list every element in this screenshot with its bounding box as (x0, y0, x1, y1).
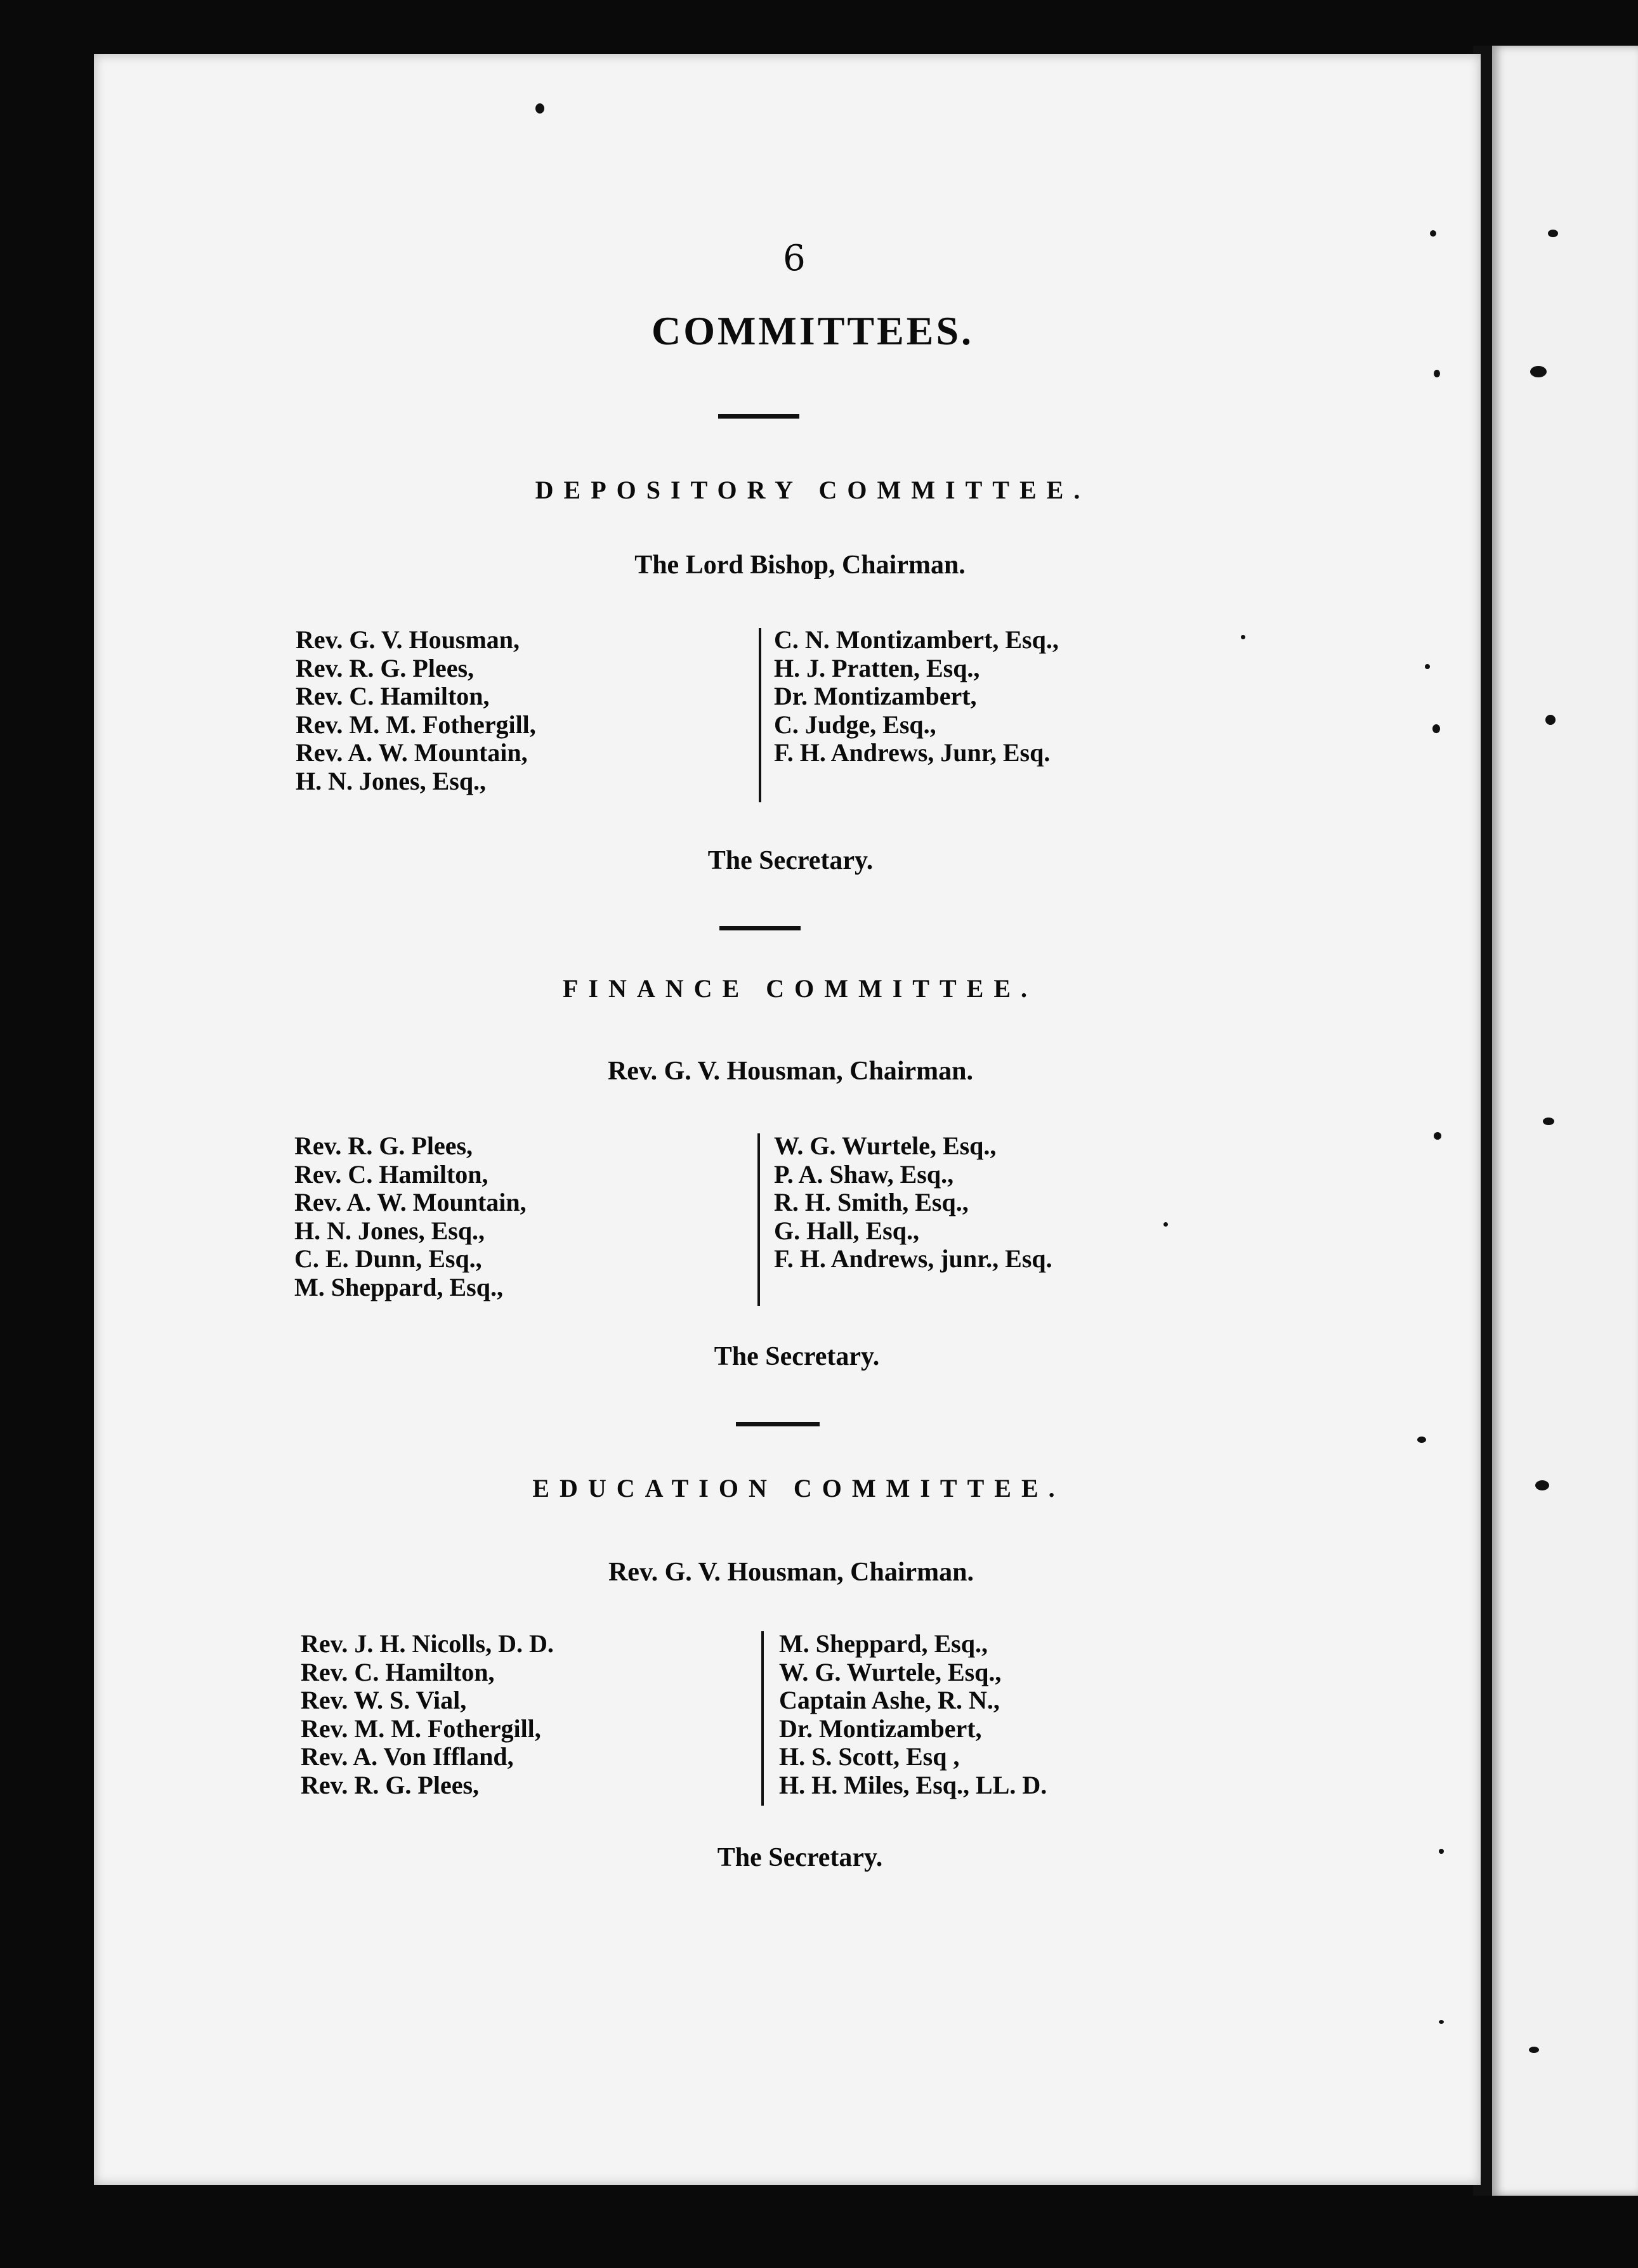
member-name: R. H. Smith, Esq., (774, 1188, 969, 1216)
member-name: H. N. Jones, Esq., (294, 1216, 485, 1245)
member-name: Rev. C. Hamilton, (301, 1657, 495, 1686)
depository-members-right (774, 626, 1059, 767)
member-name: C. Judge, Esq., (774, 710, 936, 739)
finance-committee-chair: Rev. G. V. Housman, Chairman. (607, 1057, 974, 1086)
education-secretary: The Secretary. (717, 1843, 883, 1872)
education-members-right (779, 1630, 1047, 1799)
member-name: Rev. A. W. Mountain, (296, 738, 528, 767)
member-name: C. N. Montizambert, Esq., (774, 625, 1059, 654)
title-rule (718, 414, 799, 419)
member-name: Dr. Montizambert, (779, 1714, 982, 1743)
member-name: Rev. A. Von Iffland, (301, 1742, 514, 1771)
column-divider (761, 1631, 764, 1806)
finance-members-right (774, 1132, 1052, 1274)
member-name: F. H. Andrews, junr., Esq. (774, 1244, 1052, 1273)
member-name: M. Sheppard, Esq., (779, 1629, 988, 1658)
member-name: Rev. A. W. Mountain, (294, 1188, 527, 1216)
member-name: Rev. G. V. Housman, (296, 625, 520, 654)
member-name: H. S. Scott, Esq , (779, 1742, 960, 1771)
member-name: Dr. Montizambert, (774, 682, 977, 710)
member-name: H. N. Jones, Esq., (296, 766, 487, 795)
document-page (94, 54, 1481, 2185)
member-name: Rev. R. G. Plees, (294, 1131, 473, 1160)
finance-members-left (294, 1132, 527, 1301)
section-rule (736, 1422, 820, 1426)
column-divider (759, 628, 761, 802)
member-name: W. G. Wurtele, Esq., (774, 1131, 997, 1160)
depository-committee-chair: The Lord Bishop, Chairman. (634, 551, 966, 580)
facing-page-edge (1492, 46, 1638, 2196)
member-name: Rev. W. S. Vial, (301, 1686, 467, 1714)
page-number: 6 (783, 238, 806, 279)
member-name: M. Sheppard, Esq., (294, 1272, 503, 1301)
member-name: C. E. Dunn, Esq., (294, 1244, 482, 1273)
member-name: Rev. R. G. Plees, (301, 1770, 480, 1799)
page-title: COMMITTEES. (651, 308, 974, 353)
finance-committee-heading: FINANCE COMMITTEE. (562, 974, 1038, 1003)
depository-secretary: The Secretary. (707, 846, 874, 875)
member-name: F. H. Andrews, Junr, Esq. (774, 738, 1051, 767)
member-name: W. G. Wurtele, Esq., (779, 1657, 1002, 1686)
member-name: Captain Ashe, R. N., (779, 1686, 1000, 1714)
member-name: Rev. R. G. Plees, (296, 653, 475, 682)
member-name: P. A. Shaw, Esq., (774, 1159, 954, 1189)
member-name: Rev. C. Hamilton, (296, 682, 490, 710)
member-name: Rev. J. H. Nicolls, D. D. (301, 1629, 554, 1658)
education-committee-chair: Rev. G. V. Housman, Chairman. (608, 1558, 974, 1587)
depository-members-left (296, 626, 536, 795)
member-name: G. Hall, Esq., (774, 1216, 919, 1245)
finance-secretary: The Secretary. (714, 1342, 880, 1371)
member-name: H. J. Pratten, Esq., (774, 653, 980, 682)
column-divider (757, 1133, 760, 1306)
education-members-left (301, 1630, 554, 1799)
education-committee-heading: EDUCATION COMMITTEE. (532, 1474, 1065, 1502)
member-name: Rev. M. M. Fothergill, (301, 1714, 541, 1743)
depository-committee-heading: DEPOSITORY COMMITTEE. (535, 476, 1091, 504)
section-rule (719, 926, 801, 930)
member-name: H. H. Miles, Esq., LL. D. (779, 1770, 1047, 1799)
member-name: Rev. C. Hamilton, (294, 1159, 488, 1189)
member-name: Rev. M. M. Fothergill, (296, 710, 536, 739)
